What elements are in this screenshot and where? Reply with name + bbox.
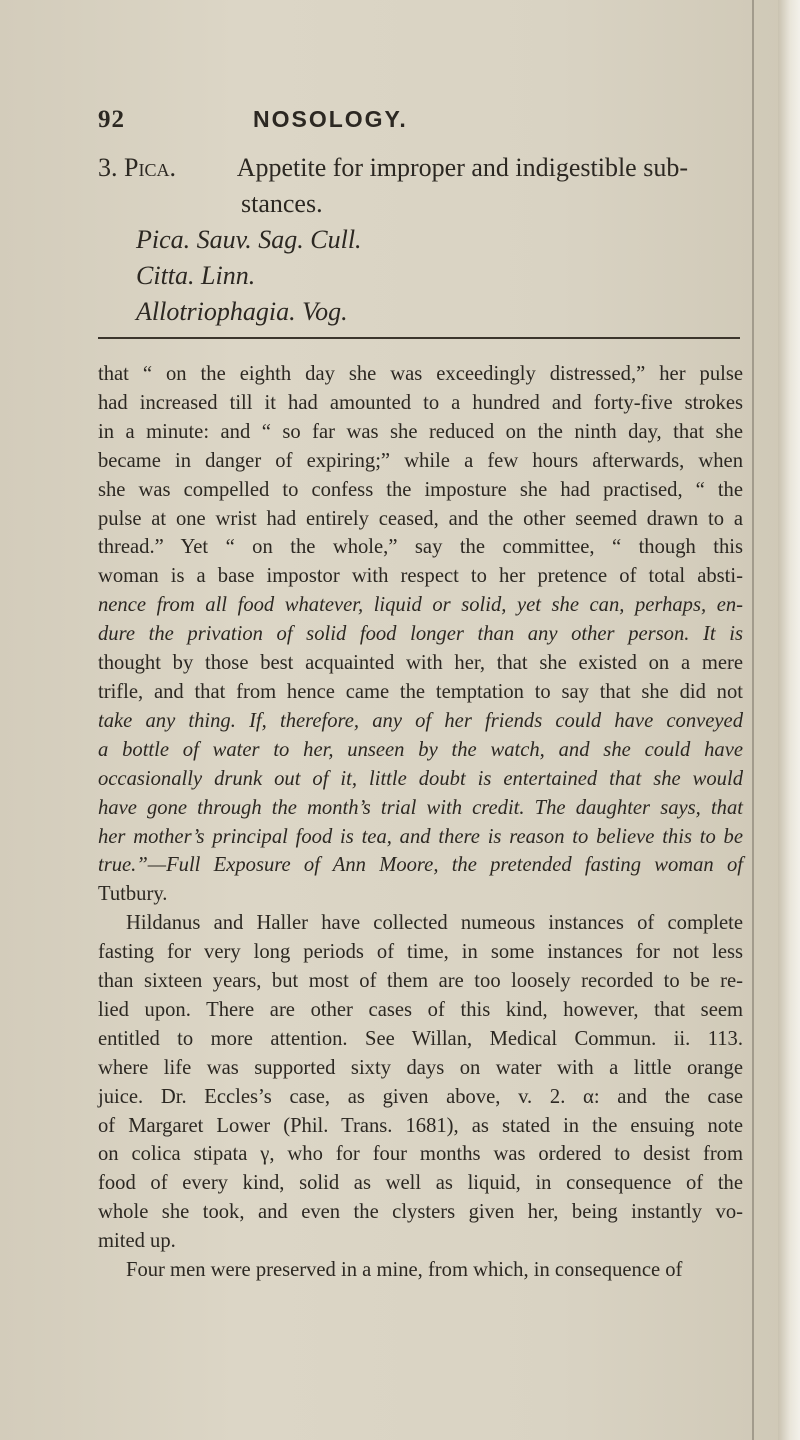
text-line: had increased till it had amounted to a hundred and forty-five strokes [98, 391, 743, 414]
page-number: 92 [98, 106, 125, 133]
entry-name: Pica. [124, 153, 176, 182]
text-line: her mother’s principal food is tea, and there is reason to believe this to be [98, 825, 743, 848]
text-line: dure the privation of solid food longer than any other person. It is [98, 623, 743, 646]
entry-description: Appetite for improper and indigestible sub- [236, 153, 688, 182]
text-line: true.”—Full Exposure of Ann Moore, the pretended fasting woman of [98, 854, 743, 877]
text-line: became in danger of expiring;” while a few hours afterwards, when [98, 449, 743, 472]
text-line: fasting for very long periods of time, in some instances for not less [98, 941, 743, 964]
text-line: pulse at one wrist had entirely ceased, and the other seemed drawn to a [98, 507, 743, 530]
text-line: whole she took, and even the clysters given her, being instantly vo- [98, 1201, 743, 1224]
text-line: in a minute: and “ so far was she reduced on the ninth day, that she [98, 420, 743, 443]
text-line: food of every kind, solid as well as liquid, in consequence of the [98, 1172, 743, 1195]
text-line: she was compelled to confess the imposture she had practised, “ the [98, 478, 743, 501]
text-line: Tutbury. [98, 883, 168, 906]
page-header [98, 106, 698, 146]
text-line: Four men were preserved in a mine, from which, in consequence of [126, 1259, 683, 1282]
text-line: thought by those best acquainted with her, that she existed on a mere [98, 652, 743, 675]
text-line: that “ on the eighth day she was exceedingly distressed,” her pulse [98, 363, 743, 385]
text-line: nence from all food whatever, liquid or solid, yet she can, perhaps, en- [98, 594, 743, 617]
text-line: lied upon. There are other cases of this kind, however, that seem [98, 998, 743, 1021]
text-line: entitled to more attention. See Willan, Medical Commun. ii. 113. [98, 1027, 743, 1050]
text-line: occasionally drunk out of it, little doubt is entertained that she would [98, 767, 743, 790]
text-line: Hildanus and Haller have collected numeous instances of complete [126, 912, 743, 935]
entry-description-continued: stances. [241, 189, 323, 218]
text-line: woman is a base impostor with respect to her pretence of total absti- [98, 565, 743, 588]
text-line: trifle, and that from hence came the temptation to say that she did not [98, 680, 743, 703]
running-head: NOSOLOGY. [253, 106, 408, 132]
text-line: than sixteen years, but most of them are too loosely recorded to be re- [98, 970, 743, 993]
text-line: a bottle of water to her, unseen by the watch, and she could have [98, 738, 743, 761]
text-line: mited up. [98, 1230, 176, 1253]
text-line: thread.” Yet “ on the whole,” say the committee, “ though this [98, 536, 743, 559]
text-line: of Margaret Lower (Phil. Trans. 1681), as stated in the ensuing note [98, 1114, 743, 1137]
text-line: have gone through the month’s trial with credit. The daughter says, that [98, 796, 743, 819]
page-edge-line [752, 0, 754, 1440]
synonym-line: Allotriophagia. Vog. [136, 297, 348, 326]
entry-number: 3. [98, 153, 118, 182]
section-rule [98, 337, 740, 339]
body-text [98, 360, 743, 1285]
nosology-entry [98, 150, 688, 330]
text-line: on colica stipata γ, who for four months was ordered to desist from [98, 1143, 743, 1166]
text-line: juice. Dr. Eccles’s case, as given above, v. 2. α: and the case [98, 1085, 743, 1108]
page-gutter [778, 0, 800, 1440]
synonym-line: Citta. Linn. [136, 261, 256, 290]
entry-title-line [98, 150, 688, 186]
synonym-line: Pica. Sauv. Sag. Cull. [136, 225, 362, 254]
text-line: where life was supported sixty days on water with a little orange [98, 1056, 743, 1079]
text-line: take any thing. If, therefore, any of her friends could have conveyed [98, 709, 743, 732]
